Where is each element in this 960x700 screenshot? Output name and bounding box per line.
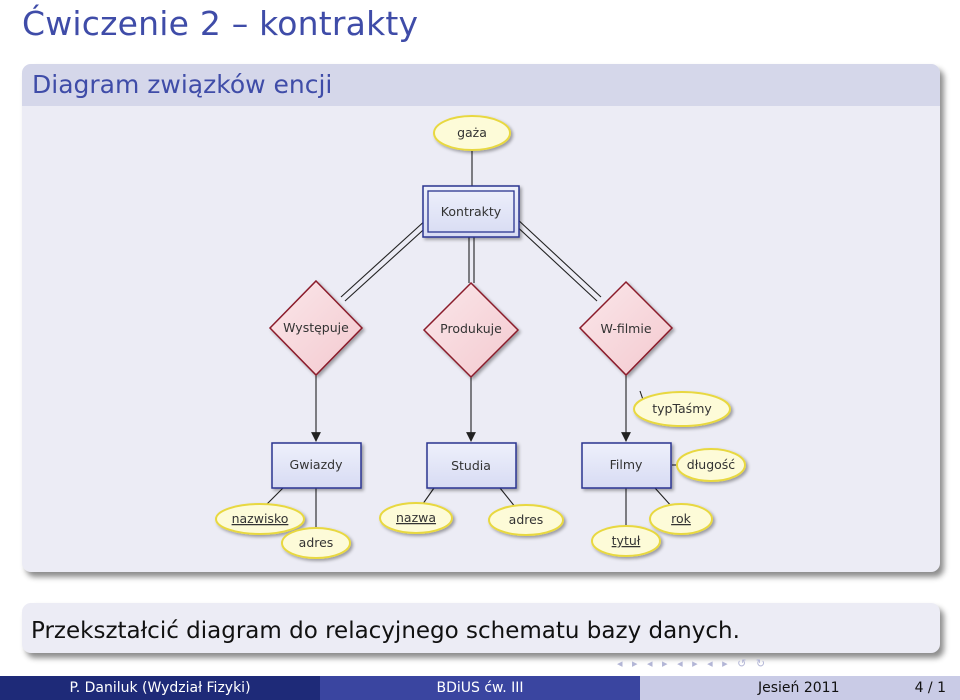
- svg-text:gaża: gaża: [457, 125, 487, 140]
- svg-text:tytuł: tytuł: [611, 533, 641, 548]
- svg-text:Występuje: Występuje: [283, 320, 349, 335]
- svg-text:długość: długość: [686, 457, 736, 472]
- relation-produkuje: [424, 283, 518, 377]
- footer-page: 4 / 1: [914, 680, 946, 696]
- frame-title: Ćwiczenie 2 – kontrakty: [22, 4, 419, 43]
- attribute-dlugosc: [677, 449, 745, 481]
- line-kontrakty-wystepuje-b: [345, 222, 432, 301]
- svg-text:Studia: Studia: [451, 458, 491, 473]
- task-note: Przekształcić diagram do relacyjnego schematu bazy danych.: [22, 603, 940, 653]
- svg-text:rok: rok: [671, 511, 691, 526]
- line-kontrakty-wfilmie-b: [512, 222, 597, 301]
- attribute-gaza: [434, 116, 510, 150]
- footer-date: Jesień 2011: [758, 680, 840, 696]
- svg-text:W-filmie: W-filmie: [600, 321, 652, 336]
- svg-text:Produkuje: Produkuje: [440, 321, 502, 336]
- entity-filmy: [582, 443, 671, 488]
- svg-text:nazwa: nazwa: [395, 510, 437, 525]
- entity-kontrakty: [423, 186, 519, 237]
- svg-text:typTaśmy: typTaśmy: [652, 401, 712, 416]
- attribute-gwiazdy-adres: [282, 528, 350, 558]
- entity-gwiazdy: [272, 443, 361, 488]
- svg-text:adres: adres: [508, 512, 544, 527]
- svg-text:Kontrakty: Kontrakty: [440, 204, 502, 219]
- attribute-gwiazdy-nazwisko: [216, 504, 304, 534]
- svg-text:nazwisko: nazwisko: [231, 511, 289, 526]
- attribute-filmy-rok: [650, 504, 712, 534]
- attribute-typtasmy: [634, 392, 730, 426]
- footer-author: P. Daniluk (Wydział Fizyki): [0, 676, 320, 700]
- footer-course: BDiUS ćw. III: [320, 676, 640, 700]
- footer-meta: [640, 676, 960, 700]
- attribute-studia-adres: [489, 505, 563, 535]
- block-title: Diagram związków encji: [22, 64, 940, 106]
- line-kontrakty-wfilmie-a: [516, 218, 601, 297]
- svg-text:Gwiazdy: Gwiazdy: [289, 457, 343, 472]
- entity-studia: [427, 443, 516, 488]
- attribute-studia-nazwa: [380, 503, 452, 533]
- footer: [0, 676, 960, 700]
- relation-wfilmie: [580, 282, 672, 375]
- beamer-navigation[interactable]: ◂ ▸ ◂ ▸ ◂ ▸ ◂ ▸ ↺ ↻: [617, 657, 769, 670]
- attribute-filmy-tytul: [592, 526, 660, 556]
- relation-wystepuje: [270, 281, 362, 375]
- line-kontrakty-wystepuje-a: [341, 218, 428, 297]
- svg-text:Filmy: Filmy: [609, 457, 643, 472]
- svg-text:adres: adres: [298, 535, 334, 550]
